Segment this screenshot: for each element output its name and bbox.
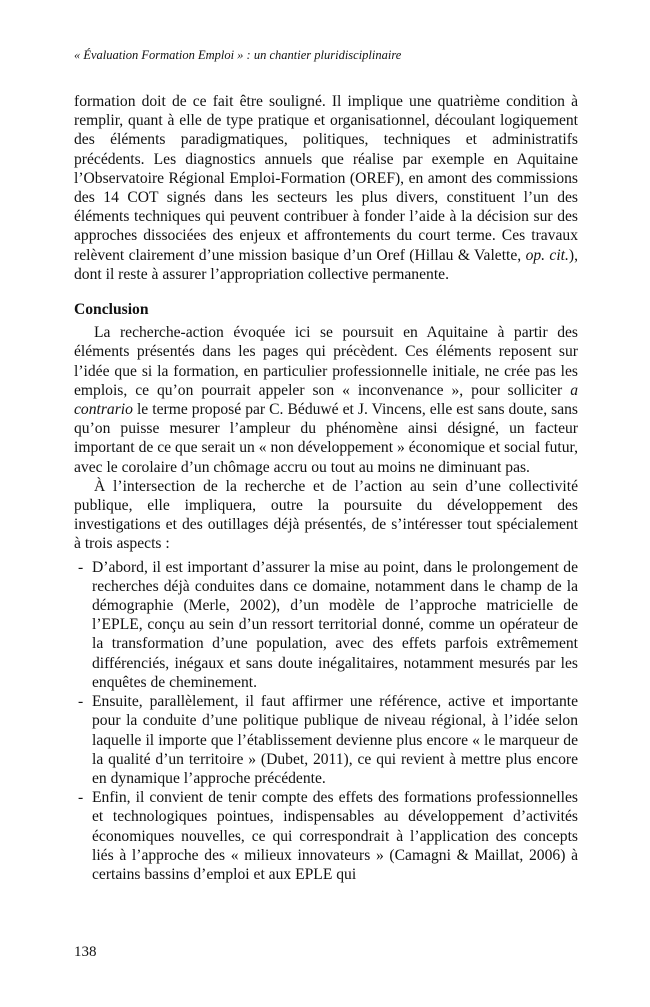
- section-heading-conclusion: Conclusion: [74, 301, 149, 319]
- paragraph-continuation: [74, 92, 578, 284]
- latin-term-italic: a contrario: [74, 381, 578, 419]
- running-header: « Évaluation Formation Emploi » : un chantier pluridisciplinaire: [74, 48, 402, 62]
- paragraph-text: ), dont il reste à assurer l’appropriation collective permanente.: [74, 246, 578, 283]
- list-item: [74, 558, 578, 692]
- paragraph-text: formation doit de ce fait être souligné. Il implique une quatrième condition à remplir, quant à elle de type pratique et organisationnel, découlant logiquement des éléments paradigmatiques, politiques, techniques et administratifs précédents. Les diagnostics annuels que réalise par exemple en Aquitaine l’Observatoire Régional Emploi-Formation (OREF), en amont des commissions des 14 COT signés dans les secteurs les plus divers, constituent l’un des éléments techniques qui peuvent contribuer à fonder l’aide à la décision sur des approches dissociées des enjeux et affrontements du court terme. Ces travaux relèvent clairement d’une mission basique d’un Oref (Hillau & Valette,: [74, 93, 578, 264]
- list-dash: -: [78, 789, 84, 807]
- list-item-text: Ensuite, parallèlement, il faut affirmer une référence, active et importante pour la conduite d’une politique publique de niveau régional, à l’idée selon laquelle il importe que l’établissement devienne plus encore « le marqueur de la qualité d’un territoire » (Dubet, 2011), ce qui revient à mettre plus encore en dynamique l’approche précédente.: [92, 693, 578, 787]
- body-text: [74, 92, 578, 884]
- citation-italic: op. cit.: [525, 246, 569, 264]
- list-item: [74, 788, 578, 884]
- aspects-list: [74, 558, 578, 884]
- paragraph-conclusion-1: [74, 323, 578, 477]
- paragraph-conclusion-2: À l’intersection de la recherche et de l’action au sein d’une collectivité publique, elle impliquera, outre la poursuite du développement des investigations et des outillages déjà présentés, de s’intéresser tout spécialement à trois aspects :: [74, 477, 578, 553]
- page-number: 138: [74, 944, 97, 960]
- list-item-text: D’abord, il est important d’assurer la mise au point, dans le prolongement de recherches déjà conduites dans ce domaine, notamment dans le champ de la démographie (Merle, 2002), d’un modèle de l’approche matricielle de l’EPLE, conçu au sein d’un ressort territorial donné, comme un opérateur de la transformation d’une population, avec des effets parfois extrêmement différenciés, inégaux et sans doute inégalitaires, notamment mesurés par les enquêtes de cheminement.: [92, 558, 578, 691]
- list-dash: -: [78, 693, 84, 711]
- list-item-text: Enfin, il convient de tenir compte des effets des formations professionnelles et technologiques pointues, indispensables au développement d’activités économiques nouvelles, ce qui correspondrait à l’application des concepts liés à l’approche des « milieux innovateurs » (Camagni & Maillat, 2006) à certains bassins d’emploi et aux EPLE qui: [92, 789, 578, 883]
- paragraph-text: le terme proposé par C. Béduwé et J. Vincens, elle est sans doute, sans qu’on puisse mesurer l’ampleur du phénomène ainsi désigné, un facteur important de ce que serait un « non développement » économique et social futur, avec le corolaire d’un chômage accru ou tout au moins ne diminuant pas.: [74, 401, 578, 476]
- list-item: [74, 692, 578, 788]
- paragraph-text: La recherche-action évoquée ici se poursuit en Aquitaine à partir des éléments présentés dans les pages qui précèdent. Ces éléments reposent sur l’idée que si la formation, en particulier professionnelle initiale, ne crée pas les emplois, ce qu’on pourrait appeler son « inconvenance », pour solliciter: [74, 324, 578, 399]
- list-dash: -: [78, 558, 84, 576]
